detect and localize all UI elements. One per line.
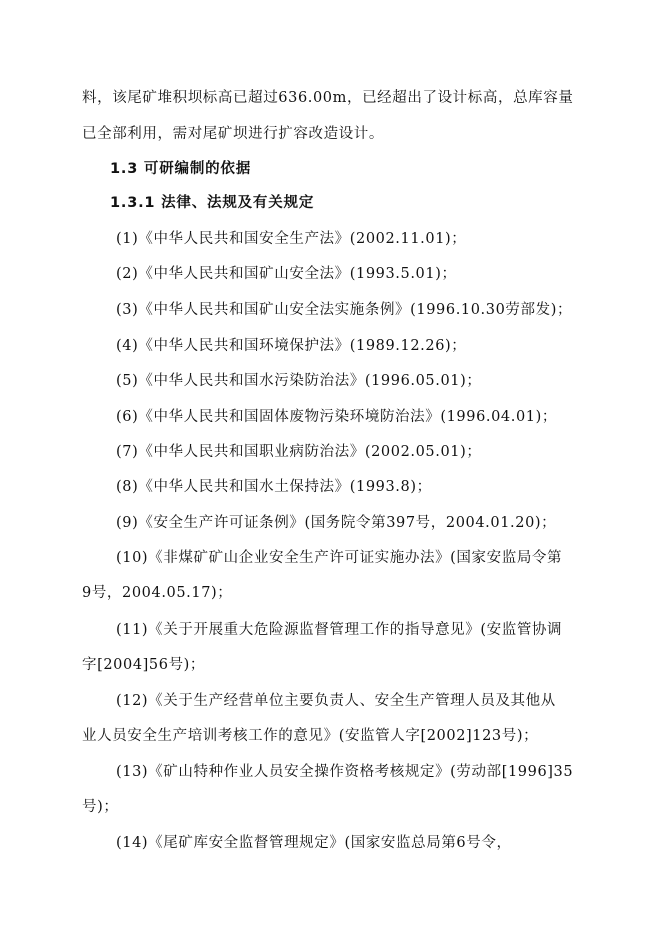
list-item: (11)《关于开展重大危险源监督管理工作的指导意见》(安监管协调	[116, 622, 563, 638]
list-item-continuation: 字[2004]56号)；	[82, 657, 206, 673]
list-item: (2)《中华人民共和国矿山安全法》(1993.5.01)；	[116, 266, 457, 282]
list-item-continuation: 9号，2004.05.17)；	[82, 585, 233, 601]
section-heading: 1.3 可研编制的依据	[110, 161, 252, 177]
list-item: (7)《中华人民共和国职业病防治法》(2002.05.01)；	[116, 444, 482, 460]
body-text-line: 料，该尾矿堆积坝标高已超过636.00m，已经超出了设计标高，总库容量	[82, 90, 574, 106]
list-item: (9)《安全生产许可证条例》(国务院令第397号，2004.01.20)；	[116, 515, 557, 531]
list-item: (14)《尾矿库安全监督管理规定》(国家安监总局第6号令，	[116, 835, 512, 851]
subsection-heading: 1.3.1 法律、法规及有关规定	[110, 195, 315, 211]
list-item: (8)《中华人民共和国水土保持法》(1993.8)；	[116, 479, 432, 495]
list-item-continuation: 号)；	[82, 799, 119, 815]
list-item-continuation: 业人员安全生产培训考核工作的意见》(安监管人字[2002]123号)；	[82, 728, 539, 744]
list-item: (3)《中华人民共和国矿山安全法实施条例》(1996.10.30劳部发)；	[116, 302, 573, 318]
list-item: (13)《矿山特种作业人员安全操作资格考核规定》(劳动部[1996]35	[116, 764, 574, 780]
list-item: (6)《中华人民共和国固体废物污染环境防治法》(1996.04.01)；	[116, 409, 557, 425]
list-item: (12)《关于生产经营单位主要负责人、安全生产管理人员及其他从	[116, 693, 556, 709]
list-item: (4)《中华人民共和国环境保护法》(1989.12.26)；	[116, 338, 467, 354]
body-text-line: 已全部利用，需对尾矿坝进行扩容改造设计。	[82, 126, 384, 142]
list-item: (1)《中华人民共和国安全生产法》(2002.11.01)；	[116, 231, 467, 247]
list-item: (10)《非煤矿矿山企业安全生产许可证实施办法》(国家安监局令第	[116, 550, 563, 566]
list-item: (5)《中华人民共和国水污染防治法》(1996.05.01)；	[116, 373, 482, 389]
